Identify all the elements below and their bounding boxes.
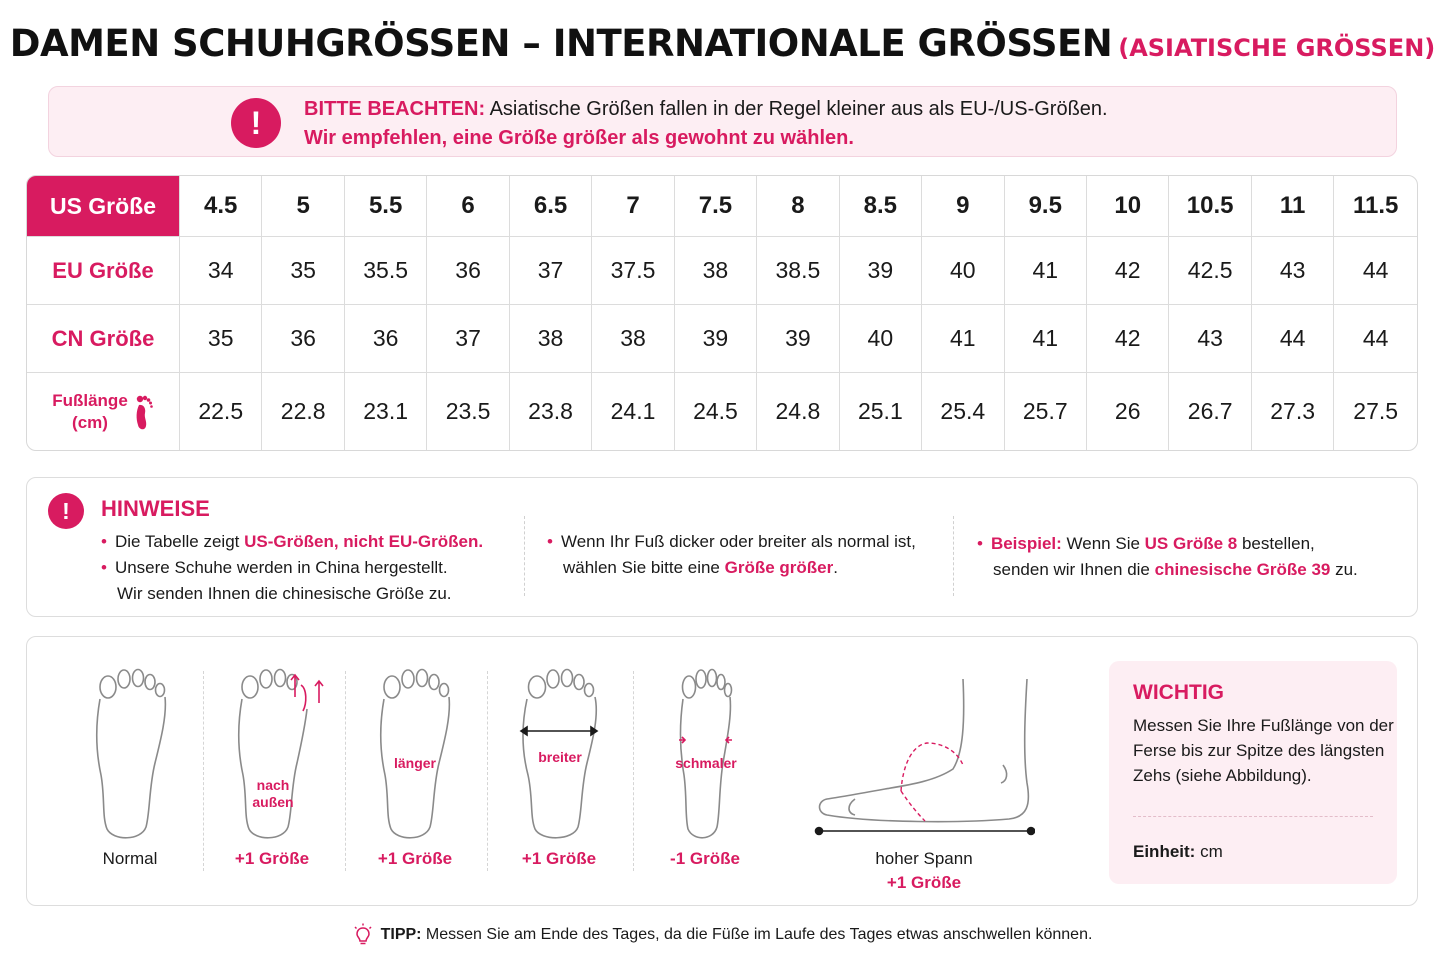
hints-title: HINWEISE <box>101 496 210 521</box>
feet-divider <box>487 671 488 871</box>
table-cell: 42 <box>1087 237 1169 305</box>
table-cell: 37 <box>510 237 592 305</box>
table-cell: 35 <box>262 237 344 305</box>
table-cell: 25.1 <box>840 373 922 450</box>
table-cell: 44 <box>1252 305 1334 373</box>
hint-text: . <box>833 558 838 577</box>
unit-row <box>1133 842 1223 862</box>
unit-value: cm <box>1195 842 1223 861</box>
longer-label: länger <box>393 755 436 771</box>
tip-footer <box>0 923 1445 952</box>
wider-label: breiter <box>538 749 582 765</box>
table-cell: 5.5 <box>345 176 427 237</box>
hint-text: senden wir Ihnen die <box>993 560 1155 579</box>
table-row-us <box>27 176 1417 237</box>
table-cell: 10.5 <box>1169 176 1251 237</box>
notice-banner <box>48 86 1397 157</box>
table-cell: 39 <box>757 305 839 373</box>
table-cell: 4.5 <box>180 176 262 237</box>
table-cell: 22.8 <box>262 373 344 450</box>
tip-label: TIPP: <box>380 926 422 943</box>
foot-types-panel <box>26 636 1418 906</box>
outward-foot-caption: +1 Größe <box>234 849 310 868</box>
table-cell: 44 <box>1334 305 1417 373</box>
title-sub: (ASIATISCHE GRÖSSEN) <box>1118 34 1436 62</box>
table-cell: 23.5 <box>427 373 509 450</box>
table-cell: 40 <box>922 237 1004 305</box>
row-label-cn: CN Größe <box>27 305 180 373</box>
normal-foot-caption: Normal <box>102 849 158 868</box>
notice-label: BITTE BEACHTEN: <box>304 98 486 120</box>
exclamation-icon: ! <box>231 98 281 148</box>
table-cell: 41 <box>1005 237 1087 305</box>
hint-text: Wenn Ihr Fuß dicker oder breiter als normal ist, <box>560 532 916 551</box>
table-cell: 42 <box>1087 305 1169 373</box>
hints-column-1: • Die Tabelle zeigt US-Größen, nicht EU-Größen. • Unsere Schuhe werden in China hergestellt. Wir senden Ihnen die chinesische Größe zu. <box>101 529 483 607</box>
table-cell: 39 <box>840 237 922 305</box>
important-divider <box>1133 816 1373 817</box>
table-cell: 27.3 <box>1252 373 1334 450</box>
table-cell: 24.1 <box>592 373 674 450</box>
normal-foot-icon <box>93 667 169 841</box>
hint-emphasis: US Größe 8 <box>1144 534 1238 553</box>
table-cell: 37.5 <box>592 237 674 305</box>
table-cell: 38 <box>675 237 757 305</box>
table-cell: 9.5 <box>1005 176 1087 237</box>
table-cell: 7.5 <box>675 176 757 237</box>
table-cell: 26 <box>1087 373 1169 450</box>
table-cell: 5 <box>262 176 344 237</box>
narrower-foot-caption: -1 Größe <box>670 849 740 868</box>
feet-divider <box>633 671 634 871</box>
instep-caption: hoher Spann <box>875 849 973 868</box>
hints-divider <box>524 516 525 596</box>
important-title: WICHTIG <box>1133 681 1224 704</box>
table-cell: 35.5 <box>345 237 427 305</box>
table-cell: 7 <box>592 176 674 237</box>
table-cell: 27.5 <box>1353 398 1399 424</box>
table-cell: 37 <box>427 305 509 373</box>
table-cell: 39 <box>675 305 757 373</box>
table-cell: 40 <box>840 305 922 373</box>
table-cell: 11.5 <box>1334 176 1417 237</box>
table-cell: 26.7 <box>1169 373 1251 450</box>
table-cell: 8 <box>757 176 839 237</box>
table-cell: 36 <box>427 237 509 305</box>
hint-text: Die Tabelle zeigt <box>114 532 245 551</box>
notice-recommendation: Wir empfehlen, eine Größe größer als gewohnt zu wählen. <box>304 127 854 149</box>
lightbulb-icon <box>353 923 373 947</box>
table-row-foot-length <box>27 373 1417 450</box>
footprint-icon <box>132 391 154 433</box>
instep-size-caption: +1 Größe <box>886 873 962 892</box>
table-cell: 41 <box>1005 305 1087 373</box>
feet-divider <box>203 671 204 871</box>
narrower-foot-icon <box>675 667 735 841</box>
outward-label <box>233 777 313 811</box>
row-label-eu: EU Größe <box>27 237 180 305</box>
table-cell: 34 <box>180 237 262 305</box>
size-table <box>26 175 1418 451</box>
table-cell: 6 <box>427 176 509 237</box>
outward-label-line1: nach <box>256 777 290 793</box>
notice-body: Asiatische Größen fallen in der Regel kleiner aus als EU-/US-Größen. <box>485 98 1108 120</box>
table-cell: 36 <box>262 305 344 373</box>
table-cell: 42.5 <box>1169 237 1251 305</box>
feet-divider <box>345 671 346 871</box>
hints-column-3: • Beispiel: Wenn Sie US Größe 8 bestellen, senden wir Ihnen die chinesische Größe 39 zu. <box>977 534 1358 579</box>
table-cell: 36 <box>345 305 427 373</box>
table-row-eu <box>27 237 1417 305</box>
outward-label-line2: außen <box>252 794 294 810</box>
table-cell: 38 <box>510 305 592 373</box>
hint-emphasis: US-Größen, nicht EU-Größen. <box>244 532 484 551</box>
row-label-foot-length <box>27 373 180 450</box>
notice-text <box>304 98 1108 121</box>
narrower-label: schmaler <box>675 755 737 771</box>
longer-foot-caption: +1 Größe <box>377 849 453 868</box>
hint-text: wählen Sie bitte eine <box>563 558 725 577</box>
table-cell: 38 <box>592 305 674 373</box>
hint-text: Wenn Sie <box>1061 534 1145 553</box>
page-title <box>0 22 1445 65</box>
hint-example-label: Beispiel: <box>990 534 1062 553</box>
important-text: Messen Sie Ihre Fußlänge von der Ferse bis zur Spitze des längsten Zehs (siehe Abbildung). <box>1133 716 1394 785</box>
hint-emphasis: Größe größer <box>724 558 834 577</box>
table-cell: 25.4 <box>922 373 1004 450</box>
hints-divider <box>953 516 954 596</box>
important-box <box>1109 661 1397 884</box>
title-main: DAMEN SCHUHGRÖSSEN – INTERNATIONALE GRÖSSEN <box>9 22 1113 65</box>
table-cell: 44 <box>1334 237 1417 305</box>
table-cell: 38.5 <box>757 237 839 305</box>
table-cell: 9 <box>922 176 1004 237</box>
table-cell: 43 <box>1252 237 1334 305</box>
table-cell: 43 <box>1169 305 1251 373</box>
exclamation-icon: ! <box>48 493 84 529</box>
hint-text: zu. <box>1330 560 1358 579</box>
table-cell: 23.1 <box>345 373 427 450</box>
high-instep-foot-icon <box>813 673 1035 841</box>
foot-length-label: Fußlänge <box>52 390 128 410</box>
foot-length-unit: (cm) <box>72 412 108 432</box>
table-cell: 10 <box>1087 176 1169 237</box>
table-cell: 41 <box>922 305 1004 373</box>
hint-emphasis: chinesische Größe 39 <box>1154 560 1331 579</box>
table-cell: 24.5 <box>675 373 757 450</box>
tip-text: Messen Sie am Ende des Tages, da die Füße im Laufe des Tages etwas anschwellen können. <box>421 926 1093 943</box>
table-cell: 25.7 <box>1005 373 1087 450</box>
unit-label: Einheit: <box>1133 842 1196 861</box>
table-cell: 22.5 <box>180 373 262 450</box>
outward-toes-foot-icon <box>235 667 335 841</box>
row-label-us: US Größe <box>27 176 180 237</box>
hint-text: Wir senden Ihnen die chinesische Größe zu. <box>117 584 452 603</box>
table-row-cn <box>27 305 1417 373</box>
table-cell: 6.5 <box>510 176 592 237</box>
table-cell: 24.8 <box>757 373 839 450</box>
hints-column-2: • Wenn Ihr Fuß dicker oder breiter als normal ist, wählen Sie bitte eine Größe größer. <box>547 532 916 577</box>
hint-text: bestellen, <box>1237 534 1315 553</box>
hints-panel <box>26 477 1418 617</box>
table-cell: 11 <box>1252 176 1334 237</box>
longer-foot-icon <box>377 667 453 841</box>
hint-text: Unsere Schuhe werden in China hergestellt. <box>114 558 448 577</box>
wider-foot-caption: +1 Größe <box>521 849 597 868</box>
table-cell: 35 <box>180 305 262 373</box>
table-cell: 8.5 <box>840 176 922 237</box>
table-cell: 23.8 <box>510 373 592 450</box>
